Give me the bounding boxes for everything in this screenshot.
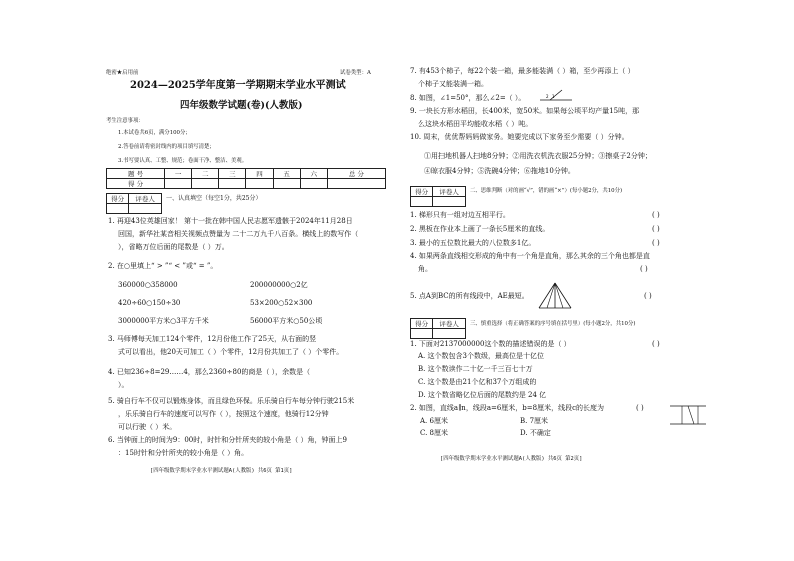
question-line: 10. 周末，优优帮妈妈做家务。她要完成以下家务至少需要（ ）分钟。 (410, 133, 629, 141)
question-line: 9. 一块长方形水稻田，长400米，宽50米。如果每公顷平均产量15吨，那 (410, 107, 640, 115)
notes-heading: 考生注意事项： (106, 118, 144, 124)
judge-answer-slot[interactable]: ( ) (644, 292, 652, 300)
scorer-box-3 (410, 318, 466, 339)
reviewer-label: 评卷人 (433, 319, 466, 329)
question-line: 6. 当钟面上的时间为9：00时，时针和分针所夹的较小角是（ ）角，钟面上9 (108, 436, 347, 444)
choice-option[interactable]: C. 8厘米 (420, 429, 449, 437)
judge-item: 2. 黑板在作业本上画了一条长5厘米的直线。 (410, 225, 550, 233)
section-heading: 一、认真填空（每空1分，共25分） (166, 195, 262, 202)
choice-option[interactable]: D. 这个数省略亿位后面的尾数约是 24 亿 (418, 391, 547, 399)
choice-option[interactable]: A. 6厘米 (420, 417, 448, 425)
scorer-label: 得分 (411, 187, 433, 197)
choice-stem: 2. 如图，直线a∥n，线段a=6厘米，b=8厘米，线段c的长度为 (410, 404, 605, 412)
score-cell (411, 197, 433, 207)
paper-type: 试卷类型：A (340, 70, 371, 76)
scorer-box-1 (106, 193, 162, 214)
question-line: 3. 马师傅每天加工124个零件，12月份他工作了25天，从右面的竖 (108, 335, 317, 343)
page-subtitle: 四年级数学试题(卷)(人教版) (180, 100, 303, 111)
score-table-cell: 总 分 (327, 169, 385, 179)
question-line: 8. 如图，∠1=50°，那么∠2=（ ）。 (410, 94, 526, 102)
scorer-label: 得分 (411, 319, 433, 329)
question-line: ，乐乐骑自行车的速度可以写作（ ），按照这个速度，他骑行12分钟 (118, 410, 329, 418)
score-table-cell (273, 179, 300, 189)
judge-item: 3. 最小的五位数比最大的八位数多1亿。 (410, 239, 536, 247)
choice-option[interactable]: C. 这个数是由21个亿和37个万组成的 (418, 378, 537, 386)
judge-answer-slot[interactable]: ( ) (652, 211, 660, 219)
scorer-box-2 (410, 186, 466, 207)
compare-item: 200000000○2亿 (250, 281, 308, 289)
secret-mark: 绝密★启用前 (106, 70, 139, 76)
question-line: 5. 骑自行车不仅可以锻炼身体，而且绿色环保。乐乐骑自行车每分钟行驶215米 (108, 397, 355, 405)
choice-option[interactable]: B. 这个数读作二十亿一千三百七十万 (418, 365, 533, 373)
score-table-cell: 二 (192, 169, 219, 179)
score-table-cell (219, 179, 246, 189)
score-table-cell: 一 (165, 169, 192, 179)
compare-item: 420÷60○150÷30 (118, 299, 181, 307)
question-line: ④晾衣服4分钟；⑤洗碗4分钟；⑥拖地10分钟。 (424, 167, 575, 175)
section-heading: 二、思维判断（对的画“√”，错的画“×”）(每小题2分，共10分) (470, 188, 623, 194)
question-line: 7. 有453个柿子，每22个装一箱，最多能装满（ ）箱，至少再添上（ ） (410, 67, 635, 75)
choice-answer-slot[interactable]: ( ) (652, 340, 660, 348)
note-item: 1.本试卷共6页，满分100分； (118, 130, 191, 136)
svg-text:1: 1 (552, 94, 555, 99)
choice-option[interactable]: B. 7厘米 (520, 417, 549, 425)
score-cell (107, 204, 129, 214)
question-line: ：15时针和分针所夹的较小角是（ ）角。 (118, 449, 249, 457)
reviewer-cell (129, 204, 162, 214)
reviewer-label: 评卷人 (433, 187, 466, 197)
compare-item: 53×200○52×300 (250, 299, 313, 307)
judge-answer-slot[interactable]: ( ) (652, 225, 660, 233)
compare-item: 56000平方米○50公顷 (250, 317, 323, 325)
score-table (106, 168, 386, 189)
reviewer-cell (433, 329, 466, 339)
choice-option[interactable]: A. 这个数包含3个数级，最高位是十亿位 (418, 352, 544, 360)
compare-item: 360000○358000 (118, 281, 178, 289)
compare-item: 3000000平方米○3平方千米 (118, 317, 209, 325)
score-table-cell: 题 号 (107, 169, 165, 179)
question-line: ），省略万位后面的尾数是（ ）万。 (118, 243, 229, 251)
judge-answer-slot[interactable]: ( ) (652, 239, 660, 247)
question-line: 2. 在○里填上“ > ”“ < ”或“ = ”。 (108, 262, 218, 270)
score-table-cell: 三 (219, 169, 246, 179)
scorer-label: 得分 (107, 194, 129, 204)
question-line: ①用扫地机器人扫地8分钟；②用洗衣机洗衣服25分钟；③擦桌子2分钟； (424, 152, 652, 160)
note-item: 2.答卷前请将密封线内的项目填写清楚； (118, 144, 215, 150)
choice-option[interactable]: D. 不确定 (520, 429, 551, 437)
page-footer-right: [四年级数学期末学业水平测试题A(人教版) 共6页 第2页] (440, 456, 583, 462)
question-line: 个柿子又能装满一箱。 (418, 80, 488, 88)
question-line: 式可以看出，他20天可加工（ ）个零件，12月份共加工了（ ）个零件。 (118, 348, 344, 356)
triangle-figure (535, 280, 575, 312)
reviewer-cell (433, 197, 466, 207)
judge-answer-slot[interactable]: ( ) (640, 265, 648, 273)
score-table-cell (192, 179, 219, 189)
score-table-cell: 五 (273, 169, 300, 179)
question-line: ）。 (118, 381, 129, 389)
score-table-cell (327, 179, 385, 189)
section-heading: 三、慎重选择（将正确答案的序号填在括号里）(每小题2分，共10分) (470, 321, 636, 327)
choice-stem: 1. 下面对2137000000这个数的描述错误的是（ ） (410, 340, 571, 348)
angle-figure (538, 88, 574, 104)
choice-answer-slot[interactable]: ( ) (636, 404, 644, 412)
score-table-cell: 四 (246, 169, 273, 179)
page-footer-left: [四年级数学期末学业水平测试题A(人教版) 共6页 第1页] (150, 468, 293, 474)
question-line: 可以行驶（ ）米。 (118, 423, 177, 431)
parallel-lines-figure (668, 403, 708, 427)
question-line: 回国，新华社某音相关视频点赞量为 二十二万九千八百条。横线上的数写作（ (118, 230, 359, 238)
judge-item: 1. 梯形只有一组对边互相平行。 (410, 211, 510, 219)
judge-item: 5. 点A到BC的所有线段中，AE最短。 (410, 292, 529, 300)
judge-item: 4. 如果两条直线相交形成的角中有一个角是直角，那么其余的三个角也都是直 (410, 252, 650, 260)
question-line: 么这块水稻田平均能收水稻（ ）吨。 (418, 120, 533, 128)
note-item: 3.书写要认真、工整、规范；卷面干净、整洁、美观。 (118, 158, 248, 164)
score-table-cell (300, 179, 327, 189)
question-line: 1. 再迎43位英雄回家！ 第十一批在韩中国人民志愿军遗骸于2024年11月28日 (108, 217, 353, 225)
score-table-cell (165, 179, 192, 189)
question-line: 4. 已知236÷8=29……4，那么2360÷80的商是（ ），余数是（ (108, 368, 311, 376)
score-cell (411, 329, 433, 339)
judge-item: 角。 (418, 265, 432, 273)
score-table-cell: 得 分 (107, 179, 165, 189)
score-table-cell (246, 179, 273, 189)
score-table-cell: 六 (300, 169, 327, 179)
reviewer-label: 评卷人 (129, 194, 162, 204)
page-title: 2024—2025学年度第一学期期末学业水平测试 (130, 80, 346, 91)
svg-text:2: 2 (546, 94, 549, 99)
